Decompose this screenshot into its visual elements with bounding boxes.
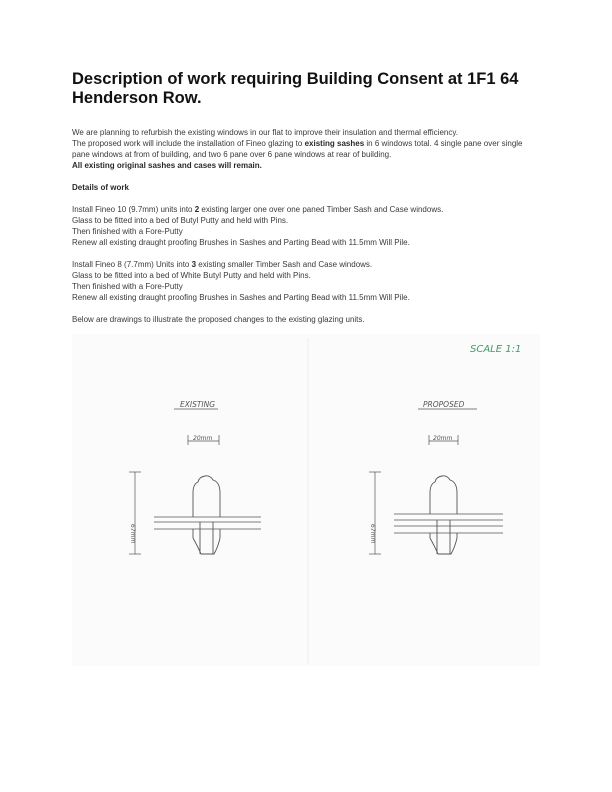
intro-text: The proposed work will include the installation of Fineo glazing to <box>72 139 305 148</box>
proposed-section <box>369 400 503 554</box>
proposed-glass-pane <box>394 514 503 533</box>
glazing-drawing <box>72 334 540 666</box>
intro-paragraph-3 <box>72 160 542 171</box>
details-count: 2 <box>194 205 200 214</box>
intro-paragraph-2 <box>72 138 542 160</box>
details-block-1 <box>72 204 542 248</box>
intro-emphasis: existing sashes <box>304 139 365 148</box>
intro-text: in 6 windows total. 4 single pane over single pane windows at from of building, and two 6 pane over 6 pane windows at rear of building. <box>72 139 523 159</box>
details-heading-text: Details of work <box>72 183 129 192</box>
details-line <box>72 204 542 215</box>
existing-height-dimension <box>129 472 141 554</box>
proposed-width-dimension <box>429 435 458 445</box>
closing-section <box>72 314 542 325</box>
details-block-2 <box>72 259 542 303</box>
details-text: Install Fineo 10 (9.7mm) units into <box>72 205 195 214</box>
existing-sash-profile <box>193 476 220 554</box>
intro-emphasis: All existing original sashes and cases will remain. <box>72 161 262 170</box>
document-title: Description of work requiring Building Consent at 1F1 64 Henderson Row. <box>72 70 519 107</box>
intro-paragraph-1: We are planning to refurbish the existing windows in our flat to improve their insulation and thermal efficiency. <box>72 128 458 137</box>
details-line: Then finished with a Fore-Putty <box>72 227 183 236</box>
proposed-sash-profile <box>430 476 457 554</box>
proposed-label: PROPOSED <box>423 400 465 409</box>
proposed-height-dimension <box>369 472 381 554</box>
closing-paragraph: Below are drawings to illustrate the proposed changes to the existing glazing units. <box>72 315 365 324</box>
details-line: Glass to be fitted into a bed of White Butyl Putty and held with Pins. <box>72 271 311 280</box>
proposed-width-text: 20mm <box>433 435 453 442</box>
existing-label: EXISTING <box>180 400 216 409</box>
details-count: 3 <box>191 260 197 269</box>
glazing-drawing-svg <box>72 334 540 666</box>
proposed-height-text: 67mm <box>369 524 376 544</box>
details-line: Then finished with a Fore-Putty <box>72 282 183 291</box>
details-text: existing smaller Timber Sash and Case windows. <box>196 260 373 269</box>
existing-width-text: 20mm <box>193 435 213 442</box>
details-line <box>72 259 542 270</box>
details-heading-section <box>72 182 542 193</box>
details-line: Renew all existing draught proofing Brushes in Sashes and Parting Bead with 11.5mm Will Pile. <box>72 238 410 247</box>
details-line: Glass to be fitted into a bed of Butyl Putty and held with Pins. <box>72 216 289 225</box>
scale-note: SCALE 1:1 <box>470 344 522 355</box>
intro-section <box>72 127 542 171</box>
details-heading <box>72 182 542 193</box>
existing-section <box>129 400 261 554</box>
existing-width-dimension <box>188 435 219 445</box>
existing-glass-pane <box>154 517 261 529</box>
existing-height-text: 67mm <box>129 524 136 544</box>
details-line: Renew all existing draught proofing Brushes in Sashes and Parting Bead with 11.5mm Will Pile. <box>72 293 410 302</box>
details-text: Install Fineo 8 (7.7mm) Units into <box>72 260 192 269</box>
details-text: existing larger one over one paned Timber Sash and Case windows. <box>199 205 444 214</box>
